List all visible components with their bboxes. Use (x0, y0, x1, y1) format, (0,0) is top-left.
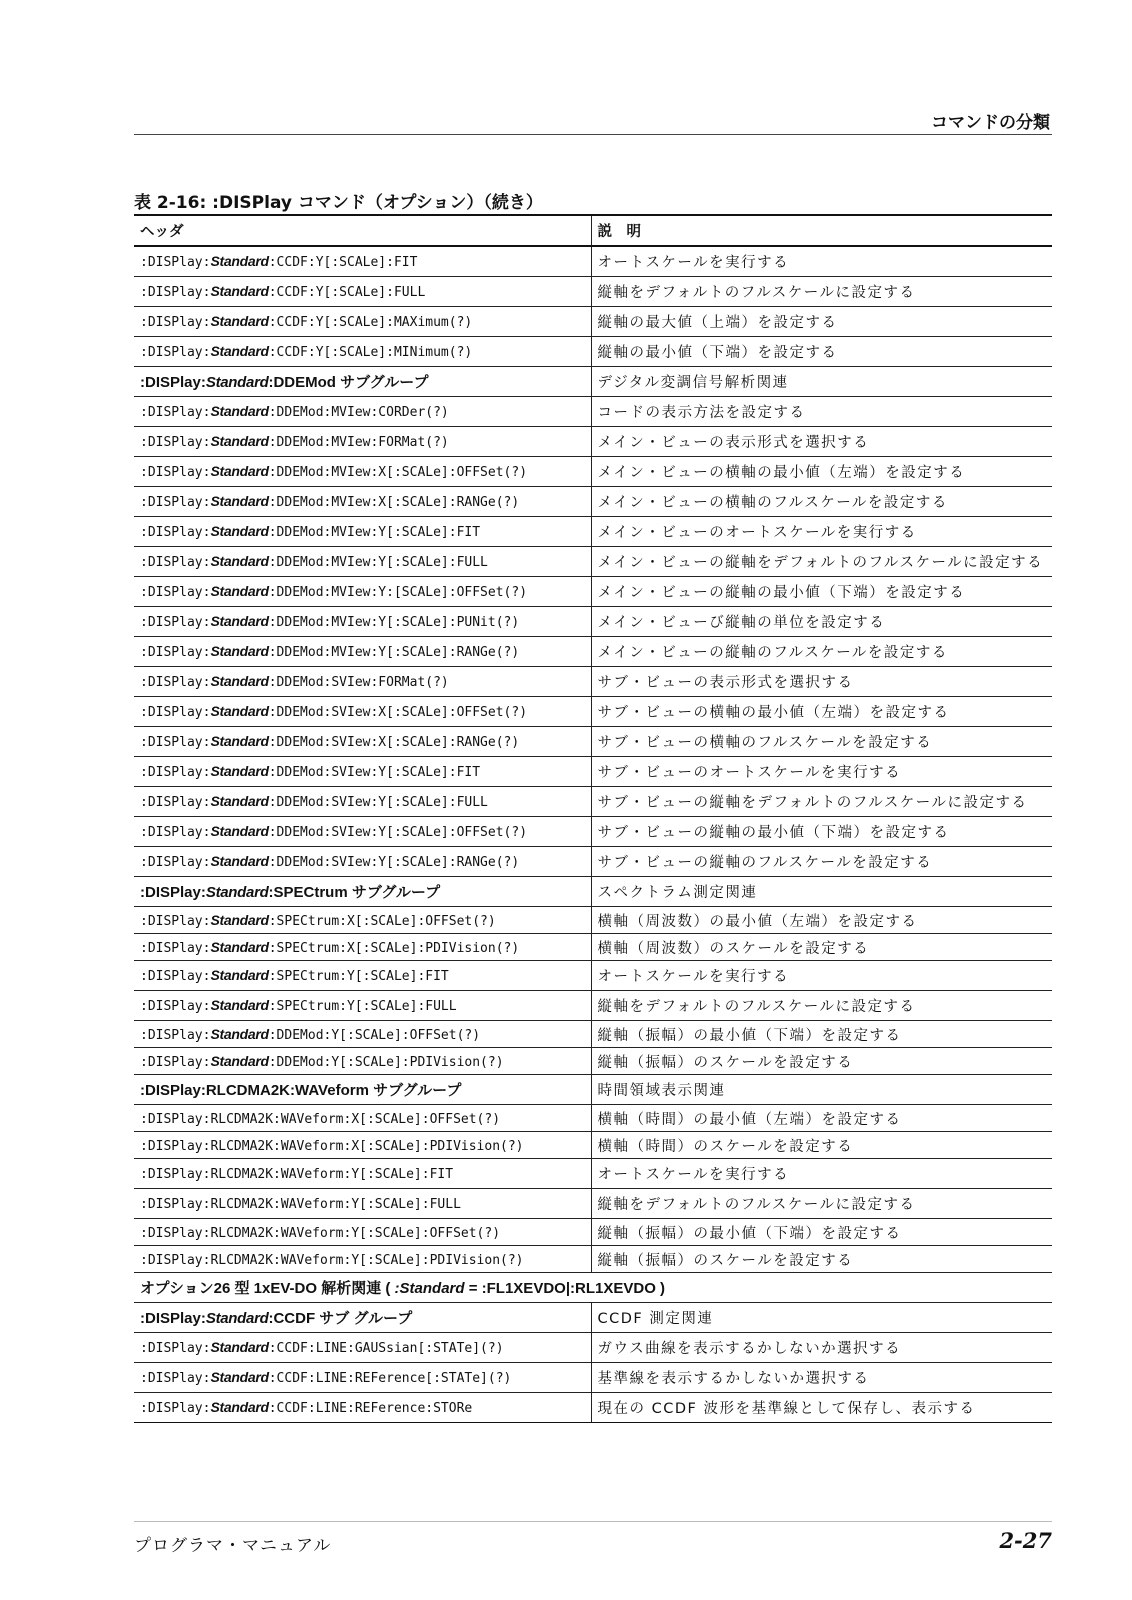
command-cell (134, 1132, 591, 1159)
table-row (134, 1105, 1052, 1132)
table-row (134, 277, 1052, 307)
command-cell (134, 1159, 591, 1189)
command-placeholder: Standard (210, 938, 269, 955)
bottom-rule (134, 1521, 1052, 1522)
table-row (134, 1132, 1052, 1159)
command-cell (134, 457, 591, 487)
command-suffix: :CCDF:Y[:SCALe]:FIT (268, 255, 418, 270)
table-row (134, 1333, 1052, 1363)
command-cell (134, 1048, 591, 1075)
command-suffix: :CCDF:Y[:SCALe]:FULL (268, 285, 426, 300)
command-cell (134, 547, 591, 577)
command-cell (134, 907, 591, 934)
command-prefix: :DISPlay: (140, 969, 211, 984)
command-suffix: = :FL1XEVDO|:RL1XEVDO ) (464, 1280, 666, 1297)
description-cell: サブ・ビューの表示形式を選択する (591, 667, 1052, 697)
description-cell: オートスケールを実行する (591, 1159, 1052, 1189)
command-suffix: :CCDF:Y[:SCALe]:MINimum(?) (268, 345, 473, 360)
description-cell: 横軸（時間）のスケールを設定する (591, 1132, 1052, 1159)
command-placeholder: Standard (210, 911, 269, 928)
description-cell: 縦軸の最大値（上端）を設定する (591, 307, 1052, 337)
command-prefix: :DISPlay: (140, 999, 211, 1014)
description-cell: メイン・ビューの縦軸の最小値（下端）を設定する (591, 577, 1052, 607)
command-placeholder: Standard (205, 1310, 269, 1327)
command-suffix: :SPECtrum:Y[:SCALe]:FIT (268, 969, 449, 984)
description-cell: メイン・ビューの横軸のフルスケールを設定する (591, 487, 1052, 517)
table-row (134, 337, 1052, 367)
command-prefix: :DISPlay:RLCDMA2K:WAVeform:Y[:SCALe]:OFFSet(?) (140, 1225, 501, 1241)
command-placeholder: Standard (205, 884, 269, 901)
command-suffix: :SPECtrum サブグループ (268, 884, 441, 901)
command-cell (134, 934, 591, 961)
description-cell: 縦軸（振幅）のスケールを設定する (591, 1246, 1052, 1273)
description-cell: サブ・ビューのオートスケールを実行する (591, 757, 1052, 787)
table-row (134, 991, 1052, 1021)
table-row (134, 1219, 1052, 1246)
command-table (134, 214, 1052, 1423)
command-prefix: :DISPlay: (140, 285, 211, 300)
command-cell (134, 667, 591, 697)
command-prefix: :DISPlay: (140, 855, 211, 870)
command-cell (134, 1393, 591, 1423)
command-cell (134, 1189, 591, 1219)
command-prefix: :DISPlay: (140, 825, 211, 840)
description-cell: 現在の CCDF 波形を基準線として保存し、表示する (591, 1393, 1052, 1423)
command-cell (134, 847, 591, 877)
command-suffix: :DDEMod:Y[:SCALe]:PDIVision(?) (268, 1054, 504, 1070)
table-row (134, 1363, 1052, 1393)
command-prefix: :DISPlay: (140, 405, 211, 420)
table-caption: 表 2-16: :DISPlay コマンド（オプション）（続き） (134, 193, 543, 213)
command-placeholder: Standard (210, 1399, 269, 1415)
command-placeholder: Standard (210, 763, 269, 779)
command-placeholder: Standard (205, 374, 269, 391)
command-prefix: :DISPlay: (140, 765, 211, 780)
command-prefix: :DISPlay: (140, 1054, 211, 1070)
command-cell (134, 1105, 591, 1132)
command-prefix: :DISPlay: (140, 940, 211, 956)
command-cell (134, 487, 591, 517)
command-suffix: :CCDF:LINE:REFerence[:STATe](?) (268, 1371, 512, 1386)
description-cell: サブ・ビューの横軸のフルスケールを設定する (591, 727, 1052, 757)
command-placeholder: Standard (210, 997, 269, 1013)
top-rule (134, 134, 1052, 135)
command-cell (134, 1246, 591, 1273)
description-cell: メイン・ビューの横軸の最小値（左端）を設定する (591, 457, 1052, 487)
command-placeholder: :Standard (394, 1280, 465, 1297)
command-placeholder: Standard (210, 1339, 269, 1355)
table-row (134, 1189, 1052, 1219)
table-row (134, 697, 1052, 727)
command-suffix: :DDEMod:SVIew:FORMat(?) (268, 675, 449, 690)
description-cell: スペクトラム測定関連 (591, 877, 1052, 907)
command-placeholder: Standard (210, 583, 269, 599)
command-prefix: :DISPlay: (140, 705, 211, 720)
description-cell: オートスケールを実行する (591, 961, 1052, 991)
description-cell: メイン・ビューの表示形式を選択する (591, 427, 1052, 457)
subgroup-row (134, 367, 1052, 397)
command-prefix: :DISPlay: (140, 465, 211, 480)
command-placeholder: Standard (210, 433, 269, 449)
command-placeholder: Standard (210, 1369, 269, 1385)
command-cell (134, 757, 591, 787)
description-cell: オートスケールを実行する (591, 246, 1052, 277)
command-placeholder: Standard (210, 853, 269, 869)
description-cell: 縦軸（振幅）の最小値（下端）を設定する (591, 1219, 1052, 1246)
table-row (134, 787, 1052, 817)
command-prefix: :DISPlay: (140, 495, 211, 510)
command-placeholder: Standard (210, 283, 269, 299)
command-placeholder: Standard (210, 703, 269, 719)
command-placeholder: Standard (210, 793, 269, 809)
command-prefix: :DISPlay:RLCDMA2K:WAVeform サブグループ (140, 1082, 462, 1099)
command-placeholder: Standard (210, 493, 269, 509)
table-row (134, 817, 1052, 847)
description-cell: 縦軸（振幅）のスケールを設定する (591, 1048, 1052, 1075)
description-cell: CCDF 測定関連 (591, 1303, 1052, 1333)
command-cell (134, 1273, 1052, 1303)
command-placeholder: Standard (210, 643, 269, 659)
command-prefix: :DISPlay: (140, 315, 211, 330)
command-cell (134, 517, 591, 547)
command-cell (134, 637, 591, 667)
command-prefix: :DISPlay:RLCDMA2K:WAVeform:Y[:SCALe]:PDIVision(?) (140, 1252, 524, 1268)
description-cell: 縦軸をデフォルトのフルスケールに設定する (591, 1189, 1052, 1219)
table-row (134, 961, 1052, 991)
description-cell: サブ・ビューの横軸の最小値（左端）を設定する (591, 697, 1052, 727)
command-cell (134, 1075, 591, 1105)
description-cell: サブ・ビューの縦軸のフルスケールを設定する (591, 847, 1052, 877)
command-suffix: :SPECtrum:X[:SCALe]:PDIVision(?) (268, 940, 520, 956)
command-suffix: :DDEMod:SVIew:Y[:SCALe]:FULL (268, 795, 488, 810)
command-placeholder: Standard (210, 733, 269, 749)
column-header-header: ヘッダ (134, 215, 591, 246)
command-prefix: :DISPlay: (140, 735, 211, 750)
description-cell: 基準線を表示するかしないか選択する (591, 1363, 1052, 1393)
command-cell (134, 1303, 591, 1333)
command-cell (134, 877, 591, 907)
table-row (134, 757, 1052, 787)
command-prefix: :DISPlay: (140, 374, 206, 391)
command-cell (134, 961, 591, 991)
table-row (134, 1393, 1052, 1423)
command-cell (134, 1021, 591, 1048)
command-cell (134, 1363, 591, 1393)
command-prefix: :DISPlay: (140, 585, 211, 600)
command-prefix: :DISPlay: (140, 1401, 211, 1416)
description-cell: 縦軸（振幅）の最小値（下端）を設定する (591, 1021, 1052, 1048)
command-suffix: :CCDF サブ グループ (268, 1310, 413, 1327)
command-prefix: :DISPlay: (140, 645, 211, 660)
command-cell (134, 817, 591, 847)
command-prefix: :DISPlay: (140, 1027, 211, 1043)
table-row (134, 246, 1052, 277)
command-prefix: :DISPlay: (140, 345, 211, 360)
command-cell (134, 607, 591, 637)
command-suffix: :DDEMod:MVIew:FORMat(?) (268, 435, 449, 450)
description-cell: デジタル変調信号解析関連 (591, 367, 1052, 397)
command-cell (134, 727, 591, 757)
command-cell (134, 307, 591, 337)
description-cell: メイン・ビューの縦軸をデフォルトのフルスケールに設定する (591, 547, 1052, 577)
table-row (134, 667, 1052, 697)
description-cell: メイン・ビューのオートスケールを実行する (591, 517, 1052, 547)
section-title: コマンドの分類 (931, 113, 1050, 133)
command-placeholder: Standard (210, 343, 269, 359)
command-placeholder: Standard (210, 463, 269, 479)
table-row (134, 457, 1052, 487)
command-prefix: :DISPlay: (140, 435, 211, 450)
description-cell: 縦軸をデフォルトのフルスケールに設定する (591, 277, 1052, 307)
command-suffix: :DDEMod:MVIew:Y:[SCALe]:OFFSet(?) (268, 585, 528, 600)
table-header-row (134, 215, 1052, 246)
command-suffix: :DDEMod:SVIew:X[:SCALe]:OFFSet(?) (268, 705, 528, 720)
description-cell: メイン・ビューび縦軸の単位を設定する (591, 607, 1052, 637)
command-suffix: :CCDF:LINE:GAUSsian[:STATe](?) (268, 1341, 504, 1356)
description-cell: 縦軸の最小値（下端）を設定する (591, 337, 1052, 367)
command-prefix: :DISPlay:RLCDMA2K:WAVeform:X[:SCALe]:PDIVision(?) (140, 1138, 524, 1154)
table-row (134, 1246, 1052, 1273)
command-prefix: オプション26 型 1xEV-DO 解析関連 ( (140, 1280, 395, 1297)
table-row (134, 547, 1052, 577)
command-prefix: :DISPlay: (140, 555, 211, 570)
description-cell: サブ・ビューの縦軸の最小値（下端）を設定する (591, 817, 1052, 847)
command-prefix: :DISPlay: (140, 675, 211, 690)
command-cell (134, 277, 591, 307)
table-row (134, 517, 1052, 547)
subgroup-row (134, 1303, 1052, 1333)
command-placeholder: Standard (210, 1052, 269, 1069)
command-suffix: :DDEMod サブグループ (268, 374, 429, 391)
command-prefix: :DISPlay: (140, 795, 211, 810)
command-cell (134, 367, 591, 397)
command-placeholder: Standard (210, 523, 269, 539)
command-suffix: :DDEMod:MVIew:X[:SCALe]:RANGe(?) (268, 495, 520, 510)
command-suffix: :DDEMod:SVIew:X[:SCALe]:RANGe(?) (268, 735, 520, 750)
command-cell (134, 397, 591, 427)
command-suffix: :CCDF:Y[:SCALe]:MAXimum(?) (268, 315, 473, 330)
command-prefix: :DISPlay: (140, 615, 211, 630)
table-row (134, 487, 1052, 517)
description-cell: コードの表示方法を設定する (591, 397, 1052, 427)
command-placeholder: Standard (210, 553, 269, 569)
command-suffix: :DDEMod:MVIew:Y[:SCALe]:RANGe(?) (268, 645, 520, 660)
description-cell: サブ・ビューの縦軸をデフォルトのフルスケールに設定する (591, 787, 1052, 817)
command-suffix: :DDEMod:SVIew:Y[:SCALe]:FIT (268, 765, 481, 780)
command-cell (134, 787, 591, 817)
command-placeholder: Standard (210, 253, 269, 269)
command-prefix: :DISPlay: (140, 1310, 206, 1327)
command-prefix: :DISPlay: (140, 884, 206, 901)
command-prefix: :DISPlay: (140, 1371, 211, 1386)
command-suffix: :DDEMod:MVIew:Y[:SCALe]:FIT (268, 525, 481, 540)
command-cell (134, 427, 591, 457)
table-row (134, 307, 1052, 337)
table-row (134, 1159, 1052, 1189)
column-header-description: 説 明 (591, 215, 1052, 246)
command-cell (134, 991, 591, 1021)
command-placeholder: Standard (210, 403, 269, 419)
command-cell (134, 246, 591, 277)
description-cell: メイン・ビューの縦軸のフルスケールを設定する (591, 637, 1052, 667)
command-prefix: :DISPlay: (140, 255, 211, 270)
command-suffix: :DDEMod:MVIew:Y[:SCALe]:FULL (268, 555, 488, 570)
command-cell (134, 1219, 591, 1246)
table-row (134, 847, 1052, 877)
command-prefix: :DISPlay:RLCDMA2K:WAVeform:X[:SCALe]:OFFSet(?) (140, 1111, 501, 1127)
table-row (134, 607, 1052, 637)
page-number: 2-27 (999, 1528, 1052, 1553)
command-suffix: :DDEMod:MVIew:CORDer(?) (268, 405, 449, 420)
description-cell: 横軸（周波数）の最小値（左端）を設定する (591, 907, 1052, 934)
table-row (134, 577, 1052, 607)
table-row (134, 934, 1052, 961)
command-prefix: :DISPlay: (140, 525, 211, 540)
command-placeholder: Standard (210, 673, 269, 689)
command-cell (134, 1333, 591, 1363)
command-suffix: :DDEMod:SVIew:Y[:SCALe]:RANGe(?) (268, 855, 520, 870)
description-cell: 縦軸をデフォルトのフルスケールに設定する (591, 991, 1052, 1021)
footer-manual-title: プログラマ・マニュアル (134, 1536, 332, 1556)
command-prefix: :DISPlay: (140, 1341, 211, 1356)
table-row (134, 1048, 1052, 1075)
table-row (134, 397, 1052, 427)
command-placeholder: Standard (210, 967, 269, 983)
command-suffix: :DDEMod:MVIew:Y[:SCALe]:PUNit(?) (268, 615, 520, 630)
table-row (134, 1021, 1052, 1048)
command-cell (134, 577, 591, 607)
command-suffix: :SPECtrum:X[:SCALe]:OFFSet(?) (268, 913, 496, 929)
option-row (134, 1273, 1052, 1303)
command-suffix: :DDEMod:SVIew:Y[:SCALe]:OFFSet(?) (268, 825, 528, 840)
description-cell: 横軸（周波数）のスケールを設定する (591, 934, 1052, 961)
command-placeholder: Standard (210, 613, 269, 629)
subgroup-row (134, 1075, 1052, 1105)
command-suffix: :DDEMod:MVIew:X[:SCALe]:OFFSet(?) (268, 465, 528, 480)
command-cell (134, 337, 591, 367)
table-row (134, 727, 1052, 757)
description-cell: 時間領域表示関連 (591, 1075, 1052, 1105)
description-cell: ガウス曲線を表示するかしないか選択する (591, 1333, 1052, 1363)
command-placeholder: Standard (210, 313, 269, 329)
table-row (134, 907, 1052, 934)
command-prefix: :DISPlay: (140, 913, 211, 929)
command-suffix: :DDEMod:Y[:SCALe]:OFFSet(?) (268, 1027, 481, 1043)
table-row (134, 637, 1052, 667)
command-suffix: :CCDF:LINE:REFerence:STORe (268, 1401, 473, 1416)
table-row (134, 427, 1052, 457)
command-cell (134, 697, 591, 727)
description-cell: 横軸（時間）の最小値（左端）を設定する (591, 1105, 1052, 1132)
command-placeholder: Standard (210, 1025, 269, 1042)
command-prefix: :DISPlay:RLCDMA2K:WAVeform:Y[:SCALe]:FIT (140, 1167, 454, 1182)
command-placeholder: Standard (210, 823, 269, 839)
subgroup-row (134, 877, 1052, 907)
command-suffix: :SPECtrum:Y[:SCALe]:FULL (268, 999, 457, 1014)
command-prefix: :DISPlay:RLCDMA2K:WAVeform:Y[:SCALe]:FULL (140, 1197, 461, 1212)
